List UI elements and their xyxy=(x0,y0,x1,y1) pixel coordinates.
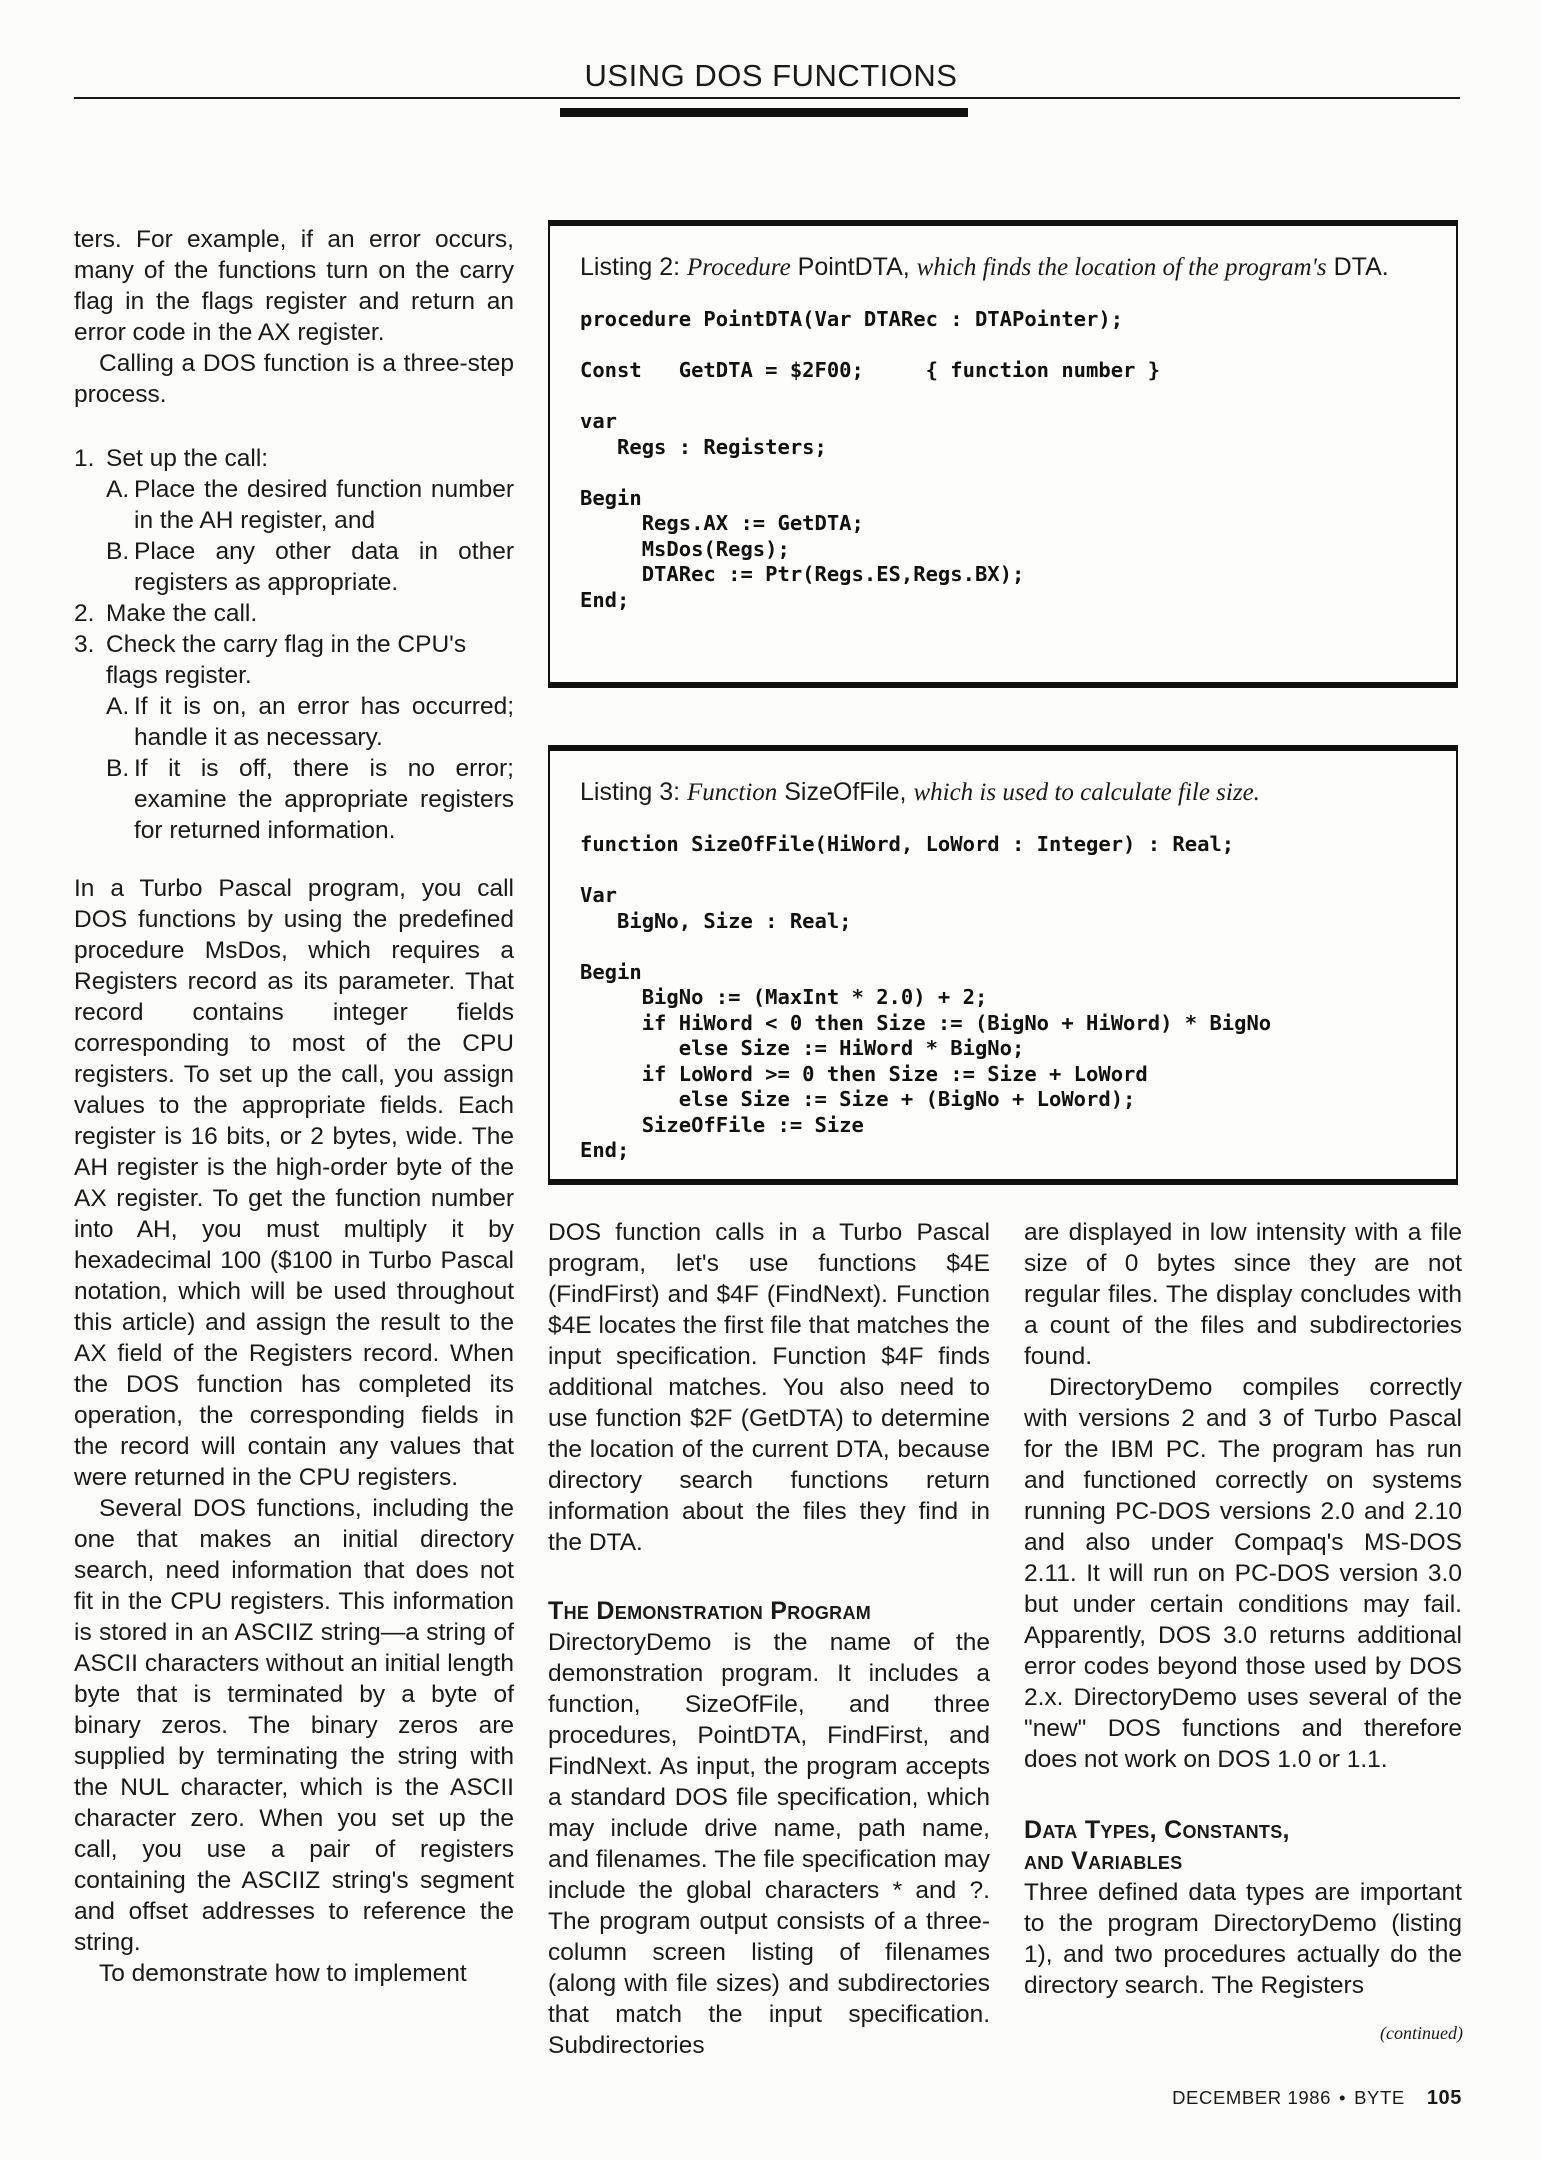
caption-text: which finds the location of the program's xyxy=(916,254,1327,281)
list-item xyxy=(74,443,514,474)
list-text: Check the carry flag in the CPU's flags register. xyxy=(106,631,467,689)
sub-text: If it is off, there is no error; examine the appropriate registers for returned information. xyxy=(134,755,514,844)
caption-tail: DTA. xyxy=(1333,253,1389,281)
steps-list xyxy=(74,443,514,846)
paragraph: DOS function calls in a Turbo Pascal program, let's use functions $4E (FindFirst) and $4F (FindNext). Function $4E locates the first file that matches the input specification. Function $4F finds additional matches. You also need to use function $2F (GetDTA) to determine the location of the current DTA, because directory search functions return information about the files they find in the DTA. xyxy=(548,1219,990,1556)
paragraph: ters. For example, if an error occurs, many of the functions turn on the carry flag in the flags register and return an error code in the AX register. xyxy=(74,226,514,346)
listing-caption xyxy=(580,252,1430,283)
sub-text: If it is on, an error has occurred; handle it as necessary. xyxy=(134,693,514,751)
paragraph: In a Turbo Pascal program, you call DOS functions by using the predefined procedure MsDos, which requires a Registers record as its parameter. That record contains integer fields corresponding to most of the CPU registers. To set up the call, you assign values to the appropriate fields. Each register is 16 bits, or 2 bytes, wide. The AH register is the high-order byte of the AX register. To get the function number into AH, you must multiply it by hexadecimal 100 ($100 in Turbo Pascal notation, which will be used throughout this article) and assign the result to the AX field of the Registers record. When the DOS function has completed its operation, the corresponding fields in the record will contain any values that were returned in the CPU registers. xyxy=(74,875,514,1491)
sub-text: Place any other data in other registers as appropriate. xyxy=(134,538,514,596)
column-3 xyxy=(1024,1217,1462,2001)
listing-name: PointDTA, xyxy=(797,253,910,281)
list-number: 2. xyxy=(74,600,95,627)
caption-text: Procedure xyxy=(687,254,791,281)
section-heading xyxy=(1024,1815,1462,1877)
list-item xyxy=(74,598,514,629)
list-item xyxy=(74,629,514,691)
column-2 xyxy=(548,1217,990,2061)
code-listing: function SizeOfFile(HiWord, LoWord : Integer) : Real; Var BigNo, Size : Real; Begin BigNo := (MaxInt * 2.0) + 2; if HiWord < 0 then Size := (BigNo + HiWord) * BigNo else Size := HiWord * BigNo; if LoWord >= 0 then Size := Size + LoWord else Size := Size + (BigNo + LoWord); SizeOfFile := Size End; xyxy=(580,832,1272,1162)
footer-date: DECEMBER 1986 xyxy=(1172,2087,1332,2108)
paragraph: are displayed in low intensity with a file size of 0 bytes since they are not regular files. The display concludes with a count of the files and subdirectories found. xyxy=(1024,1219,1462,1370)
paragraph: DirectoryDemo compiles correctly with versions 2 and 3 of Turbo Pascal for the IBM PC. The program has run and functioned correctly on systems running PC-DOS versions 2.0 and 2.10 and also under Compaq's MS-DOS 2.11. It will run on PC-DOS version 3.0 but under certain conditions may fail. Apparently, DOS 3.0 returns additional error codes beyond those used by DOS 2.x. DirectoryDemo uses several of the "new" DOS functions and therefore does not work on DOS 1.0 or 1.1. xyxy=(1024,1374,1462,1773)
listing-label: Listing 2: xyxy=(580,253,681,281)
paragraph: DirectoryDemo is the name of the demonstration program. It includes a function, SizeOfFile, and three procedures, PointDTA, FindFirst, and FindNext. As input, the program accepts a standard DOS file specification, which may include drive name, path name, and filenames. The file specification may include the global characters * and ?. The program output consists of a three-column screen listing of filenames (along with file sizes) and subdirectories that match the input specification. Subdirectories xyxy=(548,1629,990,2059)
sub-letter: A. xyxy=(106,693,130,720)
page-number: 105 xyxy=(1426,2087,1462,2109)
listing-name: SizeOfFile, xyxy=(784,778,907,806)
caption-text: Function xyxy=(687,779,778,806)
footer-magazine: BYTE xyxy=(1354,2087,1405,2108)
listing-2-box xyxy=(548,220,1458,688)
list-text: Make the call. xyxy=(106,600,258,627)
page-footer xyxy=(1100,2087,1462,2110)
sub-item xyxy=(74,474,514,536)
listing-label: Listing 3: xyxy=(580,778,681,806)
paragraph: To demonstrate how to implement xyxy=(99,1960,467,1987)
heading-line: and Variables xyxy=(1024,1847,1183,1875)
sub-letter: B. xyxy=(106,538,130,565)
code-listing: procedure PointDTA(Var DTARec : DTAPointer); Const GetDTA = $2F00; { function number } var Regs : Registers; Begin Regs.AX := GetDTA; MsDos(Regs); DTARec := Ptr(Regs.ES,Regs.BX); End; xyxy=(580,307,1161,612)
sub-letter: A. xyxy=(106,476,130,503)
listing-3-box xyxy=(548,745,1458,1185)
sub-letter: B. xyxy=(106,755,130,782)
sub-text: Place the desired function number in the AH register, and xyxy=(134,476,514,534)
paragraph: Several DOS functions, including the one that makes an initial directory search, need information that does not fit in the CPU registers. This information is stored in an ASCIIZ string—a string of ASCII characters without an initial length byte that is terminated by a byte of binary zeros. The binary zeros are supplied by terminating the string with the NUL character, which is the ASCII character zero. When you set up the call, you use a pair of registers containing the ASCIIZ string's segment and offset addresses to reference the string. xyxy=(74,1495,514,1956)
sub-item xyxy=(74,691,514,753)
continued-note: (continued) xyxy=(1380,2023,1463,2043)
heading-line: Data Types, Constants, xyxy=(1024,1816,1290,1844)
list-number: 3. xyxy=(74,631,95,658)
list-text: Set up the call: xyxy=(106,445,269,472)
paragraph: Calling a DOS function is a three-step process. xyxy=(74,350,514,408)
sub-item xyxy=(74,753,514,846)
footer-bullet: • xyxy=(1339,2087,1347,2108)
running-header: USING DOS FUNCTIONS xyxy=(584,58,958,93)
column-1 xyxy=(74,224,514,1989)
header-bar xyxy=(560,108,968,117)
list-number: 1. xyxy=(74,445,95,472)
header-rule xyxy=(74,97,1460,99)
paragraph: Three defined data types are important to the program DirectoryDemo (listing 1), and two procedures actually do the directory search. The Registers xyxy=(1024,1879,1462,1999)
listing-caption xyxy=(580,777,1430,808)
section-heading: The Demonstration Program xyxy=(548,1597,872,1625)
caption-text: which is used to calculate file size. xyxy=(913,779,1260,806)
sub-item xyxy=(74,536,514,598)
